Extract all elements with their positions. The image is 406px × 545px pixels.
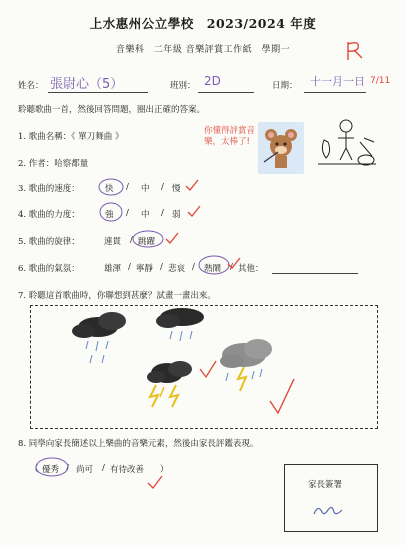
worksheet-subtitle: 音樂科 二年級 音樂評賞工作紙 學期一: [115, 45, 291, 55]
storm-clouds-drawing-icon: [32, 307, 376, 427]
q3-answer-circle: [96, 176, 126, 198]
question-8: 8. 同學向家長簡述以上樂曲的音樂元素，然後由家長評鑑表現。: [18, 439, 259, 449]
q6-separator: /: [128, 262, 131, 272]
q8-option-excellent[interactable]: 優秀: [42, 465, 60, 475]
class-underline: [198, 92, 254, 93]
school-year-title: 上水惠州公立學校 2023/2024 年度: [89, 16, 317, 31]
question-2: 2. 作者：哈察都量: [18, 159, 89, 169]
q6-option-lively[interactable]: 熱鬧: [204, 264, 222, 274]
name-value: 張尉心（5）: [50, 77, 124, 92]
orchestra-drawing-icon: [316, 112, 378, 170]
praise-sticker-text: 你懂得評賞音樂，太棒了!: [204, 126, 256, 147]
q6-option-sad[interactable]: 悲哀: [168, 264, 186, 274]
q5-option-legato[interactable]: 連貫: [104, 237, 122, 247]
q8-answer-circle: [32, 455, 72, 479]
q6-check-icon: [226, 256, 242, 270]
q3-option-fast[interactable]: 快: [105, 184, 114, 194]
q6-option-other[interactable]: 其他：: [238, 264, 264, 274]
question-6: 6. 歌曲的氣氛：: [18, 264, 80, 274]
question-7: 7. 聆聽這首歌曲時，你聯想到甚麼？試畫一畫出來。: [18, 291, 216, 301]
q4-option-medium[interactable]: 中: [141, 210, 150, 220]
q4-option-weak[interactable]: 弱: [172, 210, 181, 220]
q5-answer-circle: [130, 228, 166, 250]
q4-answer-circle: [96, 200, 126, 224]
q3-check-icon: [184, 178, 200, 192]
q5-option-staccato[interactable]: 跳躍: [138, 237, 156, 247]
q8-option-fair[interactable]: 尚可: [76, 465, 94, 475]
question-4: 4. 歌曲的力度：: [18, 210, 80, 220]
q6-option-majestic[interactable]: 雄渾: [104, 264, 122, 274]
q8-paren-open: （: [30, 465, 39, 475]
question-1: 1. 歌曲名稱：《 單刀舞曲 》: [18, 132, 124, 142]
q4-separator: /: [161, 208, 164, 218]
date-value: 十一月一日: [310, 75, 365, 88]
date-label: 日期：: [272, 81, 298, 91]
q6-separator: /: [230, 262, 233, 272]
q4-option-strong[interactable]: 強: [105, 210, 114, 220]
score-mark: 7/11: [370, 76, 391, 86]
class-label: 班別：: [170, 81, 196, 91]
grade-mark-icon: [340, 38, 370, 64]
date-underline: [304, 92, 366, 93]
instruction-text: 聆聽歌曲一首，然後回答問題，圈出正確的答案。: [18, 105, 206, 115]
q8-option-needs-improvement[interactable]: 有待改善: [110, 465, 145, 475]
q6-option-calm[interactable]: 寧靜: [136, 264, 154, 274]
class-value: 2D: [204, 74, 221, 88]
q5-check-icon: [164, 231, 180, 245]
q6-separator: /: [192, 262, 195, 272]
q8-paren-close: ）: [160, 465, 169, 475]
q6-other-underline: [272, 273, 358, 274]
q8-check-icon: [146, 474, 164, 490]
q3-option-medium[interactable]: 中: [141, 184, 150, 194]
parent-signature-icon: [312, 502, 348, 520]
q8-separator: /: [102, 463, 105, 473]
q4-check-icon: [186, 204, 202, 218]
cartoon-mouse-sticker-icon: [258, 122, 304, 174]
question-5: 5. 歌曲的旋律：: [18, 237, 80, 247]
q6-separator: /: [160, 262, 163, 272]
name-underline: [48, 92, 148, 93]
parent-signature-label: 家長簽署: [308, 480, 343, 490]
question-3: 3. 歌曲的速度：: [18, 184, 80, 194]
name-label: 姓名：: [18, 81, 44, 91]
q3-option-slow[interactable]: 慢: [172, 184, 181, 194]
q8-separator: /: [66, 463, 69, 473]
q3-separator: /: [161, 182, 164, 192]
q3-separator: /: [126, 182, 129, 192]
q5-separator: /: [130, 235, 133, 245]
q4-separator: /: [126, 208, 129, 218]
parent-signature-box[interactable]: [284, 464, 378, 532]
